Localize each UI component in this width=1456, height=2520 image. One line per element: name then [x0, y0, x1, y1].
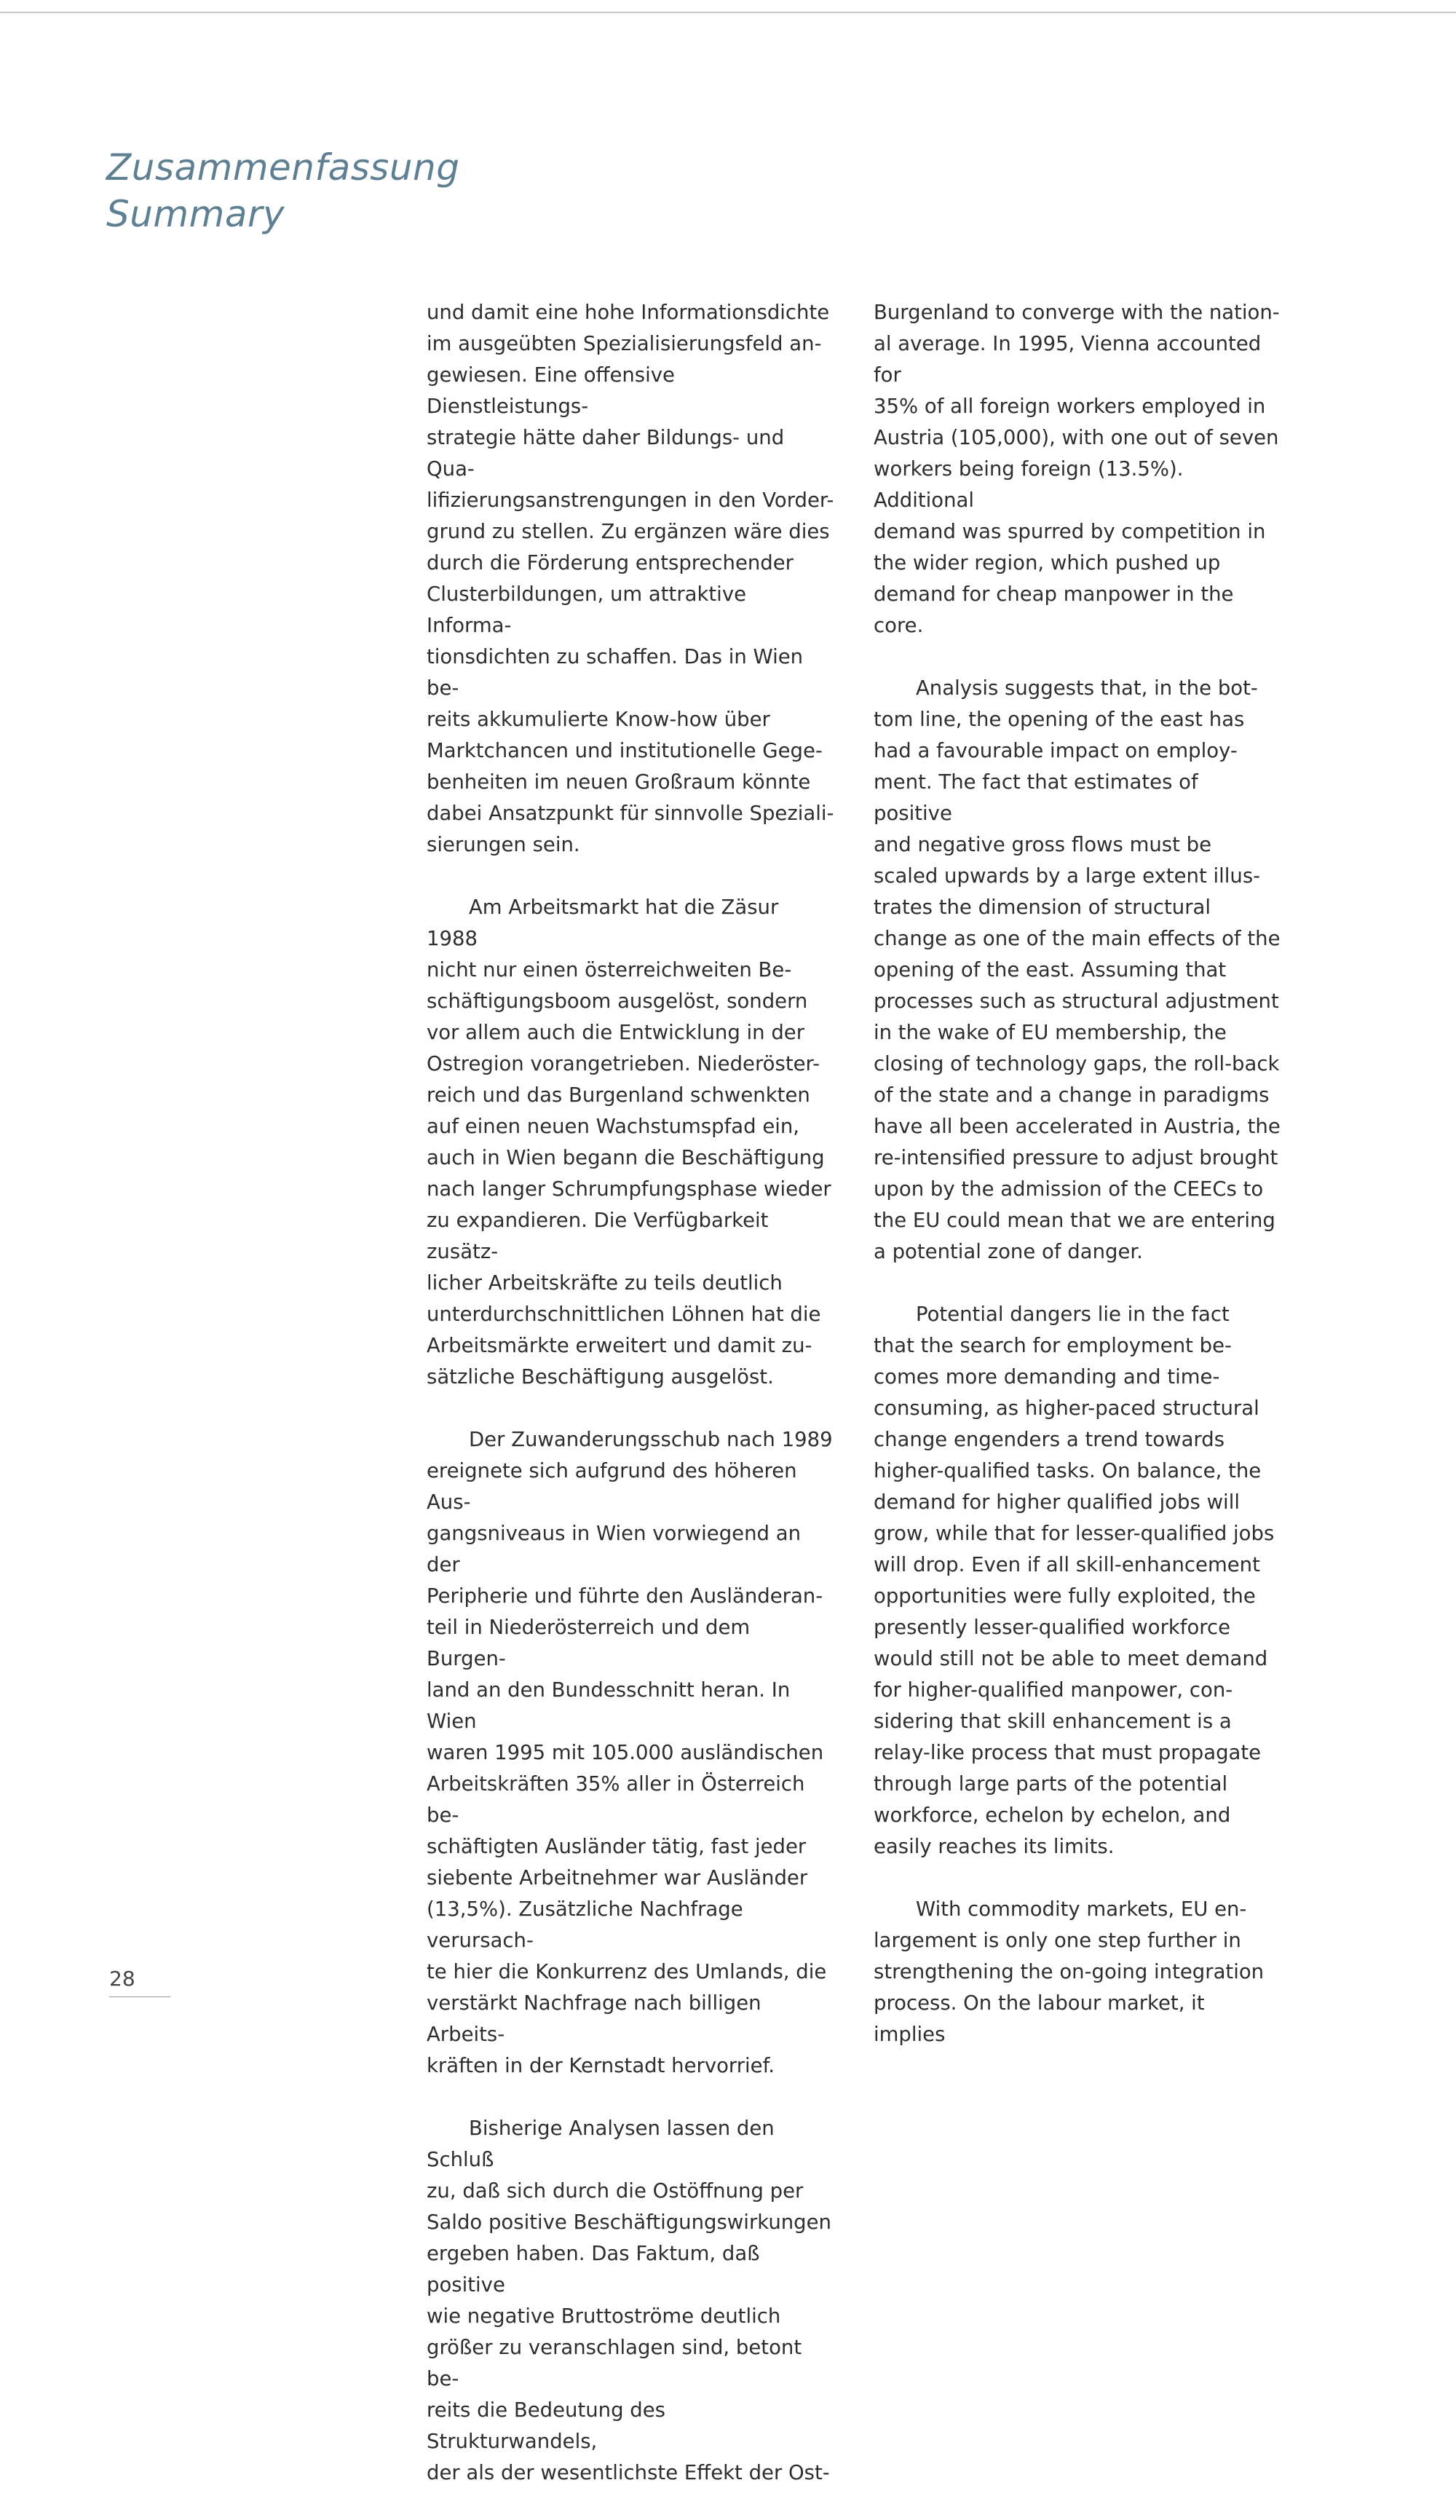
top-rule [0, 12, 1456, 13]
german-paragraph-2: Am Arbeitsmarkt hat die Zäsur 1988 nicht nur einen österreichweiten Be- schäftigungsboom ausgelöst, sondern vor allem auch die Entwicklung in der Ostregion vorangetrieben. Niederöster- reich und das Burgenland schwenkten auf einen neuen Wachstumspfad ein, auch in Wien begann die Beschäftigung nach langer Schrumpfungsphase wieder zu expandieren. Die Verfügbarkeit zusätz- licher Arbeitskräfte zu teils deutlich unterdurchschnittlichen Löhnen hat die Arbeitsmärkte erweitert und damit zu- sätzliche Beschäftigung ausgelöst. [427, 896, 831, 1389]
german-paragraph-1: und damit eine hohe Informationsdichte im ausgeübten Spezialisierungsfeld an- gewiesen. Eine offensive Dienstleistungs- strategie hätte daher Bildungs- und Qua- lifizierungsanstrengungen in den Vorder- grund zu stellen. Zu ergänzen wäre dies durch die Förderung entsprechender Clusterbildungen, um attraktive Informa- tionsdichten zu schaffen. Das in Wien be- reits akkumulierte Know-how über Marktchancen und institutionelle Gege- benheiten im neuen Großraum könnte dabei Ansatzpunkt für sinnvolle Speziali- sierungen sein. [427, 301, 834, 856]
heading-english: Summary [106, 193, 285, 235]
english-column [874, 297, 1281, 2082]
page-number: 28 [109, 1967, 135, 1991]
section-heading [106, 144, 459, 237]
german-paragraph-4: Bisherige Analysen lassen den Schluß zu, daß sich durch die Ostöffnung per Saldo positive Beschäftigungswirkungen ergeben haben. Das Faktum, daß positive wie negative Bruttoströme deutlich größer zu veranschlagen sind, betont be- reits die Bedeutung des Strukturwandels, der als der wesentlichste Effekt der Ost- [427, 2117, 831, 2484]
english-paragraph-4: With commodity markets, EU en- largement is only one step further in strengthening the on-going integration process. On the labour market, it implies [874, 1897, 1265, 2046]
english-paragraph-3: Potential dangers lie in the fact that the search for employment be- comes more demanding and time- consuming, as higher-paced structural change engenders a trend towards higher-qualified tasks. On balance, the demand for higher qualified jobs will grow, while that for lesser-qualified jobs will drop. Even if all skill-enhancement opportunities were fully exploited, the presently lesser-qualified workforce would still not be able to meet demand for higher-qualified manpower, con- sidering that skill enhancement is a relay-like process that must propagate through large parts of the potential workforce, echelon by echelon, and easily reaches its limits. [874, 1303, 1275, 1858]
heading-german: Zusammenfassung [106, 146, 460, 189]
english-paragraph-2: Analysis suggests that, in the bot- tom line, the opening of the east has had a favourable impact on employ- ment. The fact that estimates of positive and negative gross flows must be scaled upwards by a large extent illus- trates the dimension of structural change as one of the main effects of the opening of the east. Assuming that processes such as structural adjustment in the wake of EU membership, the closing of technology gaps, the roll-back of the state and a change in paradigms have all been accelerated in Austria, the re-intensified pressure to adjust brought upon by the admission of the CEECs to the EU could mean that we are entering a potential zone of danger. [874, 676, 1281, 1263]
english-paragraph-1: Burgenland to converge with the nation- al average. In 1995, Vienna accounted for 35% of all foreign workers employed in Austria (105,000), with one out of seven workers being foreign (13.5%). Additional demand was spurred by competition in the wider region, which pushed up demand for cheap manpower in the core. [874, 301, 1280, 637]
german-paragraph-3: Der Zuwanderungsschub nach 1989 ereignete sich aufgrund des höheren Aus- gangsniveaus in Wien vorwiegend an der Peripherie und führte den Ausländeran- teil in Niederösterreich und dem Burgen- land an den Bundesschnitt heran. In Wien waren 1995 mit 105.000 ausländischen Arbeitskräften 35% aller in Österreich be- schäftigten Ausländer tätig, fast jeder siebente Arbeitnehmer war Ausländer (13,5%). Zusätzliche Nachfrage verursach- te hier die Konkurrenz des Umlands, die verstärkt Nachfrage nach billigen Arbeits- kräften in der Kernstadt hervorrief. [427, 1428, 833, 2077]
german-column [427, 297, 834, 2520]
page-number-rule [109, 1996, 170, 1997]
